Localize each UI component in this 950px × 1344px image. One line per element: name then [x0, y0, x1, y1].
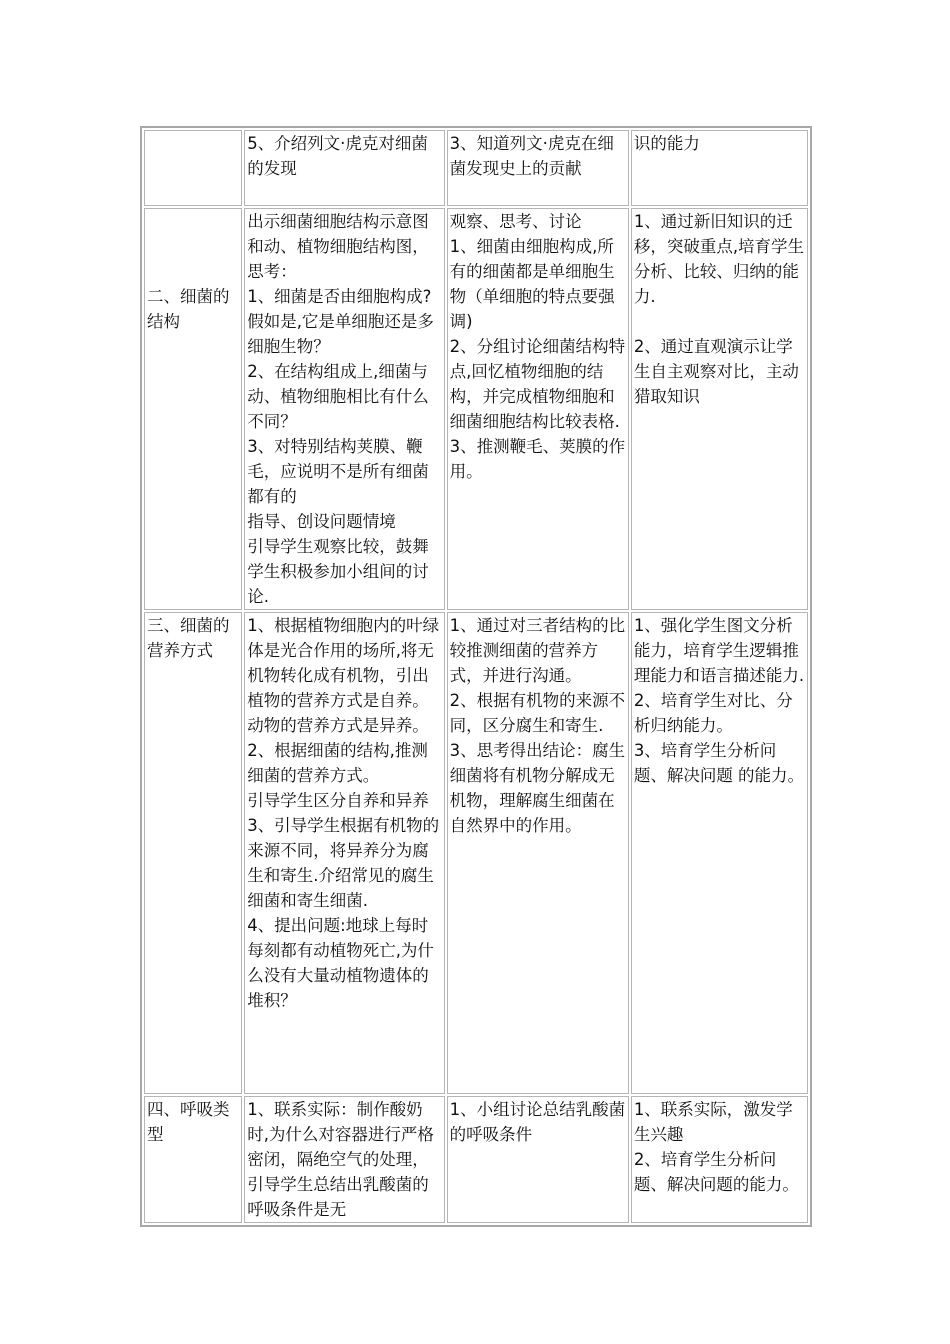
- teacher-activity-cell: 1、根据植物细胞内的叶绿体是光合作用的场所,将无机物转化成有机物，引出植物的营养方式是自养。动物的营养方式是异养。 2、根据细菌的结构,推测细菌的营养方式。 引导学生区分自养和异养 3、引导学生根据有机物的来源不同，将异养分为腐生和寄生.介绍常见的腐生细菌和寄生细菌. 4、提出问题:地球上每时每刻都有动植物死亡,为什么没有大量动植物遗体的堆积？: [244, 612, 444, 1094]
- student-activity-cell: 观察、思考、讨论 1、细菌由细胞构成,所有的细菌都是单细胞生物（单细胞的特点要强调) 2、分组讨论细菌结构特点,回忆植物细胞的结构，并完成植物细胞和细菌细胞结构比较表格. 3、推测鞭毛、荚膜的作用。: [447, 208, 629, 610]
- design-intent-cell: 1、联系实际，激发学生兴趣 2、培育学生分析问题、解决问题的能力。: [631, 1096, 808, 1223]
- student-activity-cell: 3、知道列文·虎克在细菌发现史上的贡献: [447, 130, 629, 206]
- lesson-plan-table: [140, 126, 812, 1227]
- topic-cell: [144, 130, 242, 206]
- topic-cell: 四、呼吸类型: [144, 1096, 242, 1223]
- teacher-activity-cell: 5、介绍列文·虎克对细菌的发现: [244, 130, 444, 206]
- table-row: [144, 130, 808, 206]
- teacher-activity-cell: 1、联系实际：制作酸奶时,为什么对容器进行严格密闭，隔绝空气的处理，引导学生总结出乳酸菌的呼吸条件是无: [244, 1096, 444, 1223]
- teacher-activity-cell: 出示细菌细胞结构示意图和动、植物细胞结构图，思考： 1、细菌是否由细胞构成?假如是,它是单细胞还是多细胞生物？ 2、在结构组成上,细菌与动、植物细胞相比有什么不同？ 3、对特别结构荚膜、鞭毛，应说明不是所有细菌都有的 指导、创设问题情境 引导学生观察比较，鼓舞学生积极参加小组间的讨论.: [244, 208, 444, 610]
- table-row: [144, 612, 808, 1094]
- table-row: [144, 1096, 808, 1223]
- topic-cell: 三、细菌的营养方式: [144, 612, 242, 1094]
- table-row: [144, 208, 808, 610]
- student-activity-cell: 1、通过对三者结构的比较推测细菌的营养方式，并进行沟通。 2、根据有机物的来源不同，区分腐生和寄生. 3、思考得出结论：腐生细菌将有机物分解成无机物，理解腐生细菌在自然界中的作用。: [447, 612, 629, 1094]
- design-intent-cell: 识的能力: [631, 130, 808, 206]
- design-intent-cell: 1、通过新旧知识的迁移，突破重点,培育学生分析、比较、归纳的能力. 2、通过直观演示让学生自主观察对比，主动猎取知识: [631, 208, 808, 610]
- design-intent-cell: 1、强化学生图文分析能力，培育学生逻辑推理能力和语言描述能力. 2、培育学生对比、分析归纳能力。 3、培育学生分析问题、解决问题 的能力。: [631, 612, 808, 1094]
- topic-cell: 二、细菌的结构: [144, 208, 242, 610]
- student-activity-cell: 1、小组讨论总结乳酸菌的呼吸条件: [447, 1096, 629, 1223]
